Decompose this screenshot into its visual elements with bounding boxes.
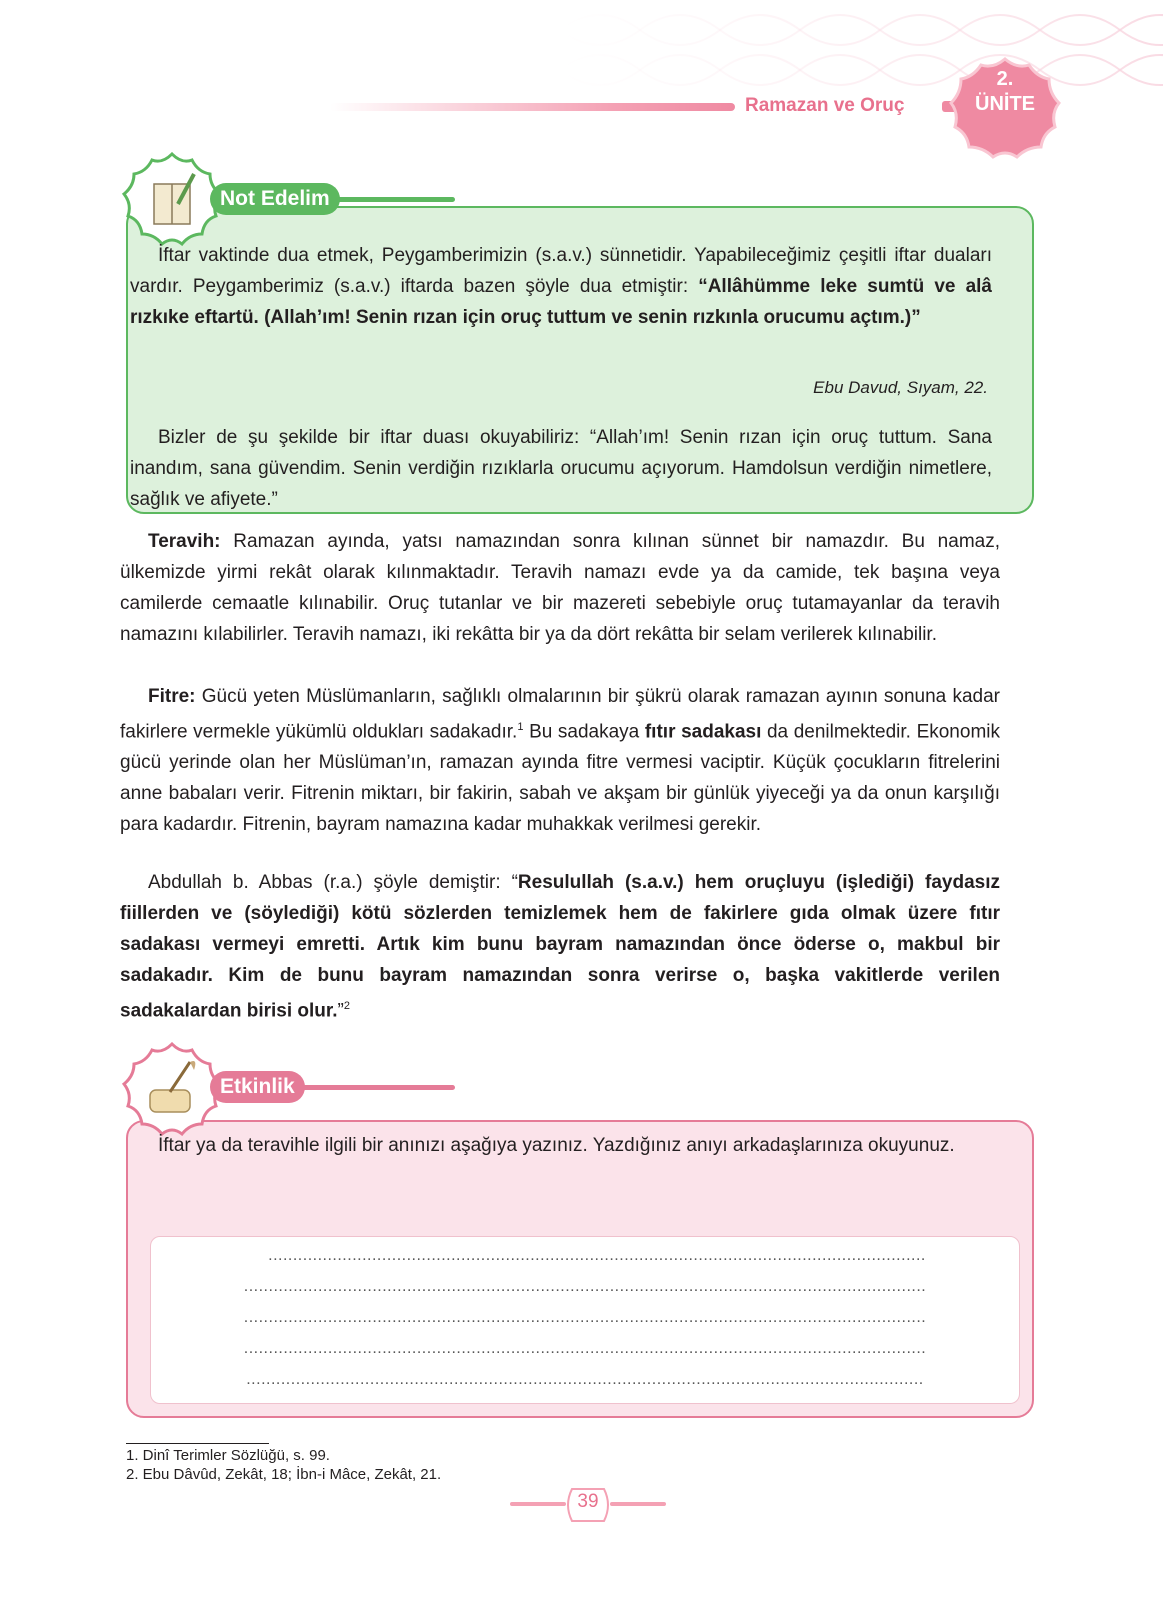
page-number-rule-left	[510, 1502, 566, 1506]
activity-instruction: İftar ya da teravihle ilgili bir anınızı aşağıya yazınız. Yazdığınız anıyı arkadaşlarınıza okuyunuz.	[158, 1135, 955, 1156]
header-rule	[330, 103, 735, 111]
hadith-quote: Resulullah (s.a.v.) hem oruçluyu (işlediği) faydasız fiillerden ve (söylediği) kötü sözlerden temizlemek hem de fakirlere gıda olmak üzere fıtır sadakası vermeyi emretti. Artık kim bunu bayram namazından önce öderse o, makbul bir sadakadır. Kim de bunu bayram namazından sonra verirse o, başka vakitlerde verilen sadakalardan birisi olur.	[120, 872, 1000, 1022]
page-number: 39	[577, 1491, 599, 1512]
writing-line-2[interactable]: ..........................................................................................................................................	[243, 1278, 927, 1295]
teravih-text: Ramazan ayında, yatsı namazından sonra kılınan sünnet bir namazdır. Bu namaz, ülkemizde yirmi rekât olarak kılınmaktadır. Teravih namazı evde ya da camide, tek başına veya camilerde cemaatle kılınabilir. Oruç tutanlar ve bir mazereti sebebiyle oruç tutamayanlar da teravih namazını kılabilirler. Teravih namazı, iki rekâtta bir ya da dört rekâtta bir selam verilerek kılınabilir.	[120, 531, 1000, 645]
fitre-text-b: Bu sadakaya	[523, 721, 645, 743]
footnote-ref-2: 2	[343, 1000, 350, 1012]
page-number-rule-right	[610, 1502, 666, 1506]
footnote-ref-1: 1	[517, 721, 524, 733]
teravih-term: Teravih:	[148, 531, 221, 552]
note-emblem	[120, 150, 224, 254]
fitre-paragraph	[120, 681, 1000, 840]
footnote-rule	[126, 1443, 269, 1444]
note-paragraph-2: Bizler de şu şekilde bir iftar duası okuyabiliriz: “Allah’ım! Senin rızan için oruç tuttum. Sana inandım, sana güvendim. Senin verdiğin rızıklarla orucumu açıyorum. Hamdolsun verdiğin nimetlere, sağlık ve afiyete.”	[130, 427, 992, 510]
footnote-1: 1. Dinî Terimler Sözlüğü, s. 99.	[126, 1447, 330, 1464]
note-paragraph-1	[130, 240, 992, 333]
unit-label: ÜNİTE	[975, 93, 1035, 115]
fitre-term: Fitre:	[148, 686, 196, 707]
writing-line-4[interactable]: ..........................................................................................................................................	[243, 1340, 927, 1357]
unit-number: 2.	[996, 68, 1014, 90]
writing-line-5[interactable]: .........................................................................................................................................	[246, 1371, 924, 1388]
hadith-intro: Abdullah b. Abbas (r.a.) şöyle demiştir: “	[148, 872, 518, 893]
fitre-text-c: da denilmektedir. Ekonomik gücü yerinde olan her Müslüman’ın, ramazan ayında fitre vermesi vaciptir. Küçük çocukların fitrelerini anne babaları verir. Fitrenin miktarı, bir fakirin, sabah ve akşam bir günlük yiyeceği ya da onun karşılığı para kadardır. Fitrenin, bayram namazına kadar muhakkak verilmesi gerekir.	[120, 721, 1000, 836]
note-p1-dua: “Allâhümme leke sumtü ve alâ rızkıke eftartü. (Allah’ım! Senin rızan için oruç tuttum ve senin rızkınla orucumu açtım.)”	[130, 276, 992, 328]
note-p1-text: İftar vaktinde dua etmek, Peygamberimizin (s.a.v.) sünnetidir. Yapabileceğimiz çeşitli iftar duaları vardır. Peygamberimiz (s.a.v.) iftarda bazen şöyle dua etmiştir:	[130, 245, 992, 297]
hadith-end: ”	[337, 1000, 344, 1022]
fitre-bold: fıtır sadakası	[644, 721, 762, 743]
activity-label: Etkinlik	[210, 1071, 305, 1103]
writing-line-1[interactable]: .....................................................................................................................................	[268, 1247, 926, 1264]
hadith-paragraph	[120, 867, 1000, 1026]
activity-emblem	[120, 1040, 224, 1144]
footnote-2: 2. Ebu Dâvûd, Zekât, 18; İbn-i Mâce, Zekât, 21.	[126, 1466, 442, 1483]
note-citation: Ebu Davud, Sıyam, 22.	[813, 378, 988, 397]
writing-line-3[interactable]: ..........................................................................................................................................	[243, 1309, 927, 1326]
teravih-paragraph	[120, 526, 1000, 650]
fitre-text-a: Gücü yeten Müslümanların, sağlıklı olmalarının bir şükrü olarak ramazan ayının sonuna kadar fakirlere vermekle yükümlü oldukları sadakadır.	[120, 686, 1000, 743]
chapter-title: Ramazan ve Oruç	[745, 95, 905, 116]
header-pattern	[560, 0, 1163, 150]
note-label: Not Edelim	[210, 183, 340, 215]
